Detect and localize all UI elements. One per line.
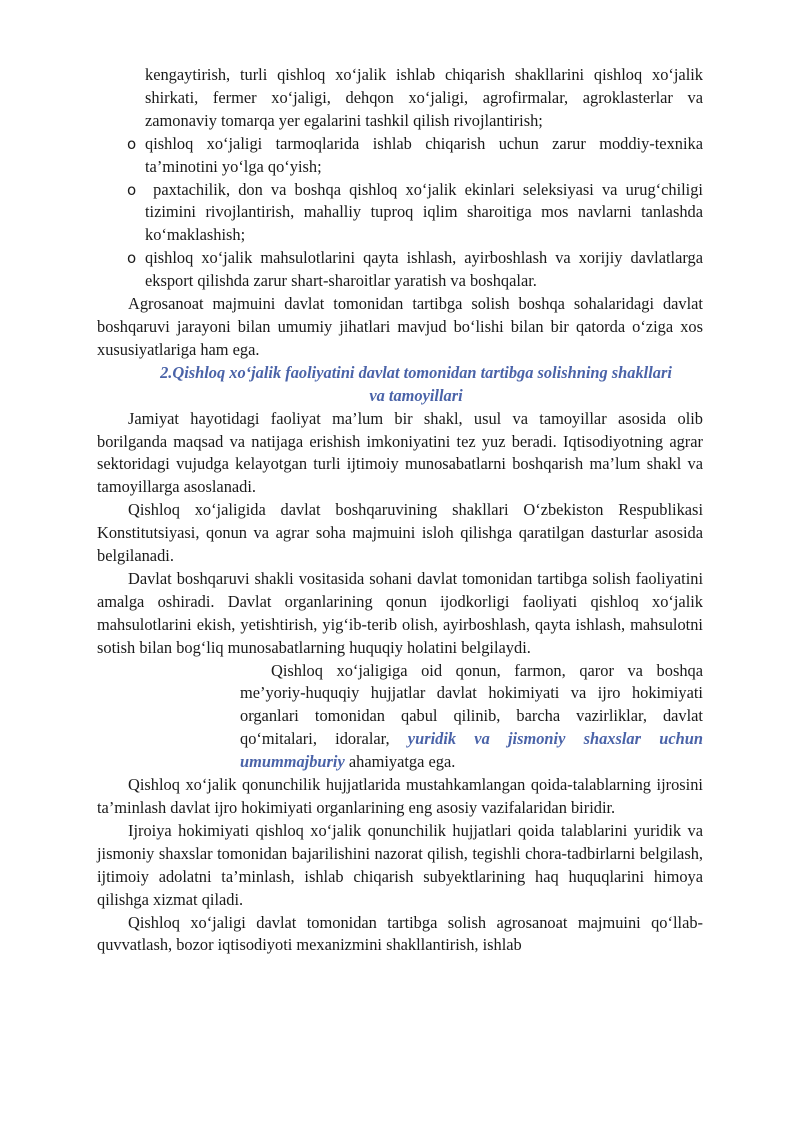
bullet-item [97,179,708,248]
quote-emphasis: yuridik va jismoniy shaxslar uchun umummajburiy [240,729,703,772]
paragraph-ijroiya: Ijroiya hokimiyati qishloq xo‘jalik qonunchilik hujjatlari qoida talablarini yuridik va jismoniy shaxslar tomonidan bajarilishini nazorat qilish, tegishli chora-tadbirlarni belgilash, ijtimoiy adolatni ta’minlash, ishlab chiqarish subyektlarining haq huquqlarini himoya qilishga xizmat qiladi. [97,820,703,909]
paragraph-shakllar: Qishloq xo‘jaligida davlat boshqaruvining shakllari O‘zbekiston Respublikasi Konstitutsiyasi, qonun va agrar soha majmuini isloh qilishga qaratilgan dasturlar asosida belgilanadi. [97,500,703,566]
quote-text-before: Qishloq xo‘jaligiga oid qonun, farmon, qaror va boshqa me’yoriy-huquqiy hujjatlar davlat hokimiyati va ijro hokimiyati organlari tomonidan qabul qilinib, barcha vazirliklar, davlat qo‘mitalari, idoralar, [240,660,703,749]
paragraph-jamiyat: Jamiyat hayotidagi faoliyat ma’lum bir shakl, usul va tamoyillar asosida olib borilganda maqsad va natijaga erishish imkoniyatini tez yuz beradi. Iqtisodiyotning agrar sektoridagi vujudga kelayotgan turli ijtimoiy munosabatlarni boshqarish ma’lum shakl va tamoyillarga asoslanadi. [97,408,703,497]
paragraph-final: Qishloq xo‘jaligi davlat tomonidan tartibga solish agrosanoat majmuini qo‘llab-quvvatlash, bozor iqtisodiyoti mexanizmini shakllantirish, ishlab [97,912,703,955]
bullet-continuation: kengaytirish, turli qishloq xo‘jalik ishlab chiqarish shakllarini qishloq xo‘jalik shirkati, fermer xo‘jaligi, dehqon xo‘jaligi, agrofirmalar, agroklasterlar va zamonaviy tomarqa yer egalarini tashkil qilish rivojlantirish; [145,65,703,130]
indented-quote [97,660,703,775]
paragraph-agrosanoat: Agrosanoat majmuini davlat tomonidan tartibga solish boshqa sohalaridagi davlat boshqaruvi jarayoni bilan umumiy jihatlari mavjud bo‘lishi bilan bir qatorda o‘ziga xos xususiyatlariga ham ega. [97,294,703,359]
quote-text-after: ahamiyatga ega. [344,752,456,772]
bullet-marker: o [127,134,137,153]
bullet-marker: o [127,180,137,199]
bullet-text: qishloq xo‘jalik mahsulotlarini qayta ishlash, ayirboshlash va xorijiy davlatlarga eksport qilishda zarur shart-sharoitlar yaratish va boshqalar. [145,248,703,291]
document-body [97,64,708,957]
paragraph-qoida: Qishloq xo‘jalik qonunchilik hujjatlarida mustahkamlangan qoida-talablarning ijrosini ta’minlash davlat ijro hokimiyati organlarining eng asosiy vazifalaridan biridir. [97,775,703,817]
section-heading: 2.Qishloq xo‘jalik faoliyatini davlat tomonidan tartibga solishning shakllari va tamoyillari [160,362,672,405]
quote-text [240,661,703,772]
paragraph-boshqaruv: Davlat boshqaruvi shakli vositasida sohani davlat tomonidan tartibga solish faoliyatini amalga oshiradi. Davlat organlarining qonun ijodkorligi faoliyati qishloq xo‘jalik mahsulotlarini ekish, yetishtirish, yig‘ib-terib olish, ayirboshlash, qayta ishlash, mahsulotni sotish bilan bog‘liq munosabatlarning huquqiy holatini belgilaydi. [97,568,703,657]
bullet-text: qishloq xo‘jaligi tarmoqlarida ishlab chiqarish uchun zarur moddiy-texnika ta’minotini yo‘lga qo‘yish; [145,133,703,176]
bullet-item [97,247,703,293]
bullet-marker: o [127,249,137,268]
bullet-item [97,133,703,179]
bullet-text: paxtachilik, don va boshqa qishloq xo‘jalik ekinlari seleksiyasi va urug‘chiligi tizimini rivojlantirish, mahalliy tuproq iqlim sharoitiga mos navlarni tanlashda ko‘maklashish; [145,179,708,245]
